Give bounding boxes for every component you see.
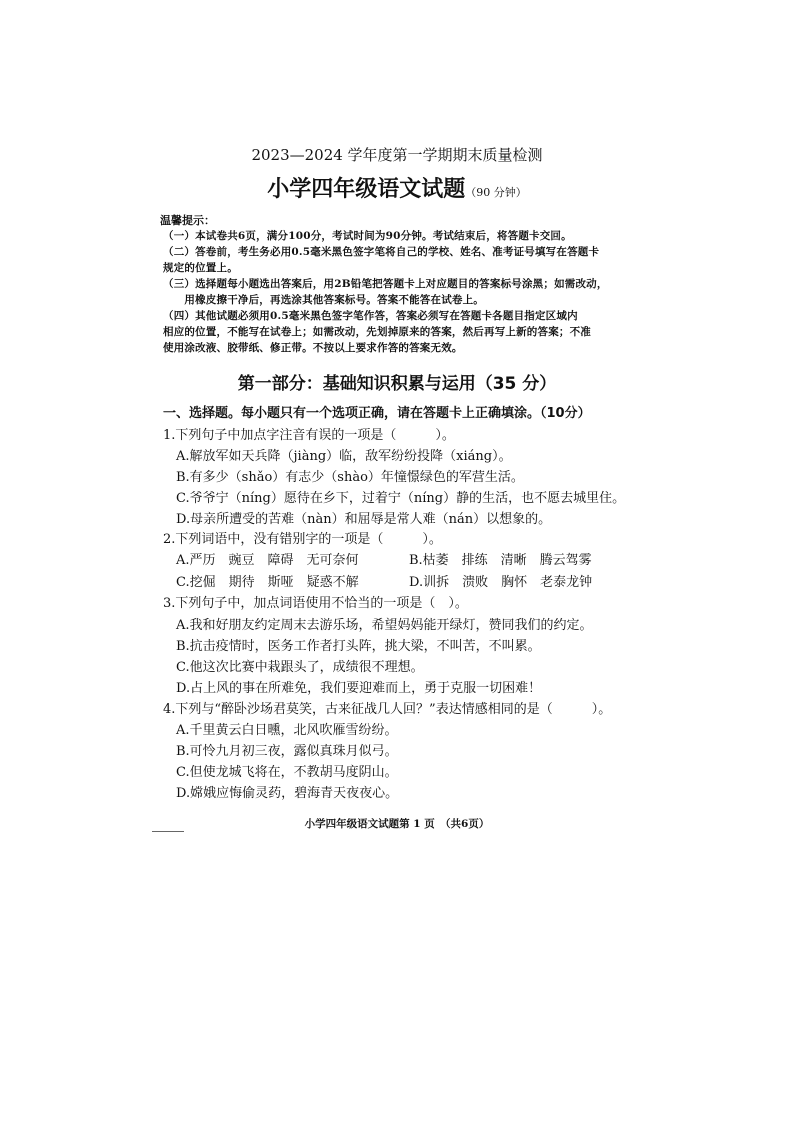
question-option: C.挖倔 期待 斯哑 疑惑不解	[176, 575, 359, 590]
part-title: 第一部分：基础知识积累与运用（35 分）	[237, 374, 557, 394]
question-option: A.解放军如天兵降（jiàng）临，敌军纷纷投降（xiáng）。	[176, 449, 512, 464]
question-stem: 4.下列与“醉卧沙场君莫笑，古来征战几人回？”表达情感相同的是（ ）。	[163, 702, 612, 717]
question-stem: 2.下列词语中，没有错别字的一项是（ ）。	[163, 532, 442, 547]
question-option: C.他这次比赛中栽跟头了，成绩很不理想。	[176, 660, 424, 675]
question-option: A.我和好朋友约定周末去游乐场，希望妈妈能开绿灯，赞同我们的约定。	[176, 618, 593, 633]
notice-line: 用橡皮擦干净后，再选涂其他答案标号。答案不能答在试卷上。	[163, 294, 484, 306]
question-option: A.千里黄云白日曛，北风吹雁雪纷纷。	[176, 723, 398, 738]
question-option: C.但使龙城飞将在，不教胡马度阴山。	[176, 765, 398, 780]
question-option: A.严历 豌豆 障碍 无可奈何	[176, 553, 359, 568]
notice-line: 相应的位置，不能写在试卷上；如需改动，先划掉原来的答案，然后再写上新的答案；不准	[163, 326, 591, 338]
question-option: C.爷爷宁（níng）愿待在乡下，过着宁（níng）静的生活，也不愿去城里住。	[176, 491, 626, 506]
question-option: D.母亲所遭受的苦难（nàn）和屈辱是常人难（nán）以想象的。	[176, 512, 552, 527]
notice-line: （三）选择题每小题选出答案后，用2B铅笔把答题卡上对应题目的答案标号涂黑；如需改动，	[163, 278, 608, 290]
question-stem: 3.下列句子中，加点词语使用不恰当的一项是（ ）。	[163, 596, 468, 611]
notice-heading: 温馨提示：	[160, 214, 215, 227]
question-option: B.抗击疫情时，医务工作者打头阵，挑大梁，不叫苦，不叫累。	[176, 639, 541, 654]
notice-line: 使用涂改液、胶带纸、修正带。不按以上要求作答的答案无效。	[163, 342, 463, 354]
notice-line: （四）其他试题必须用0.5毫米黑色签字笔作答，答案必须写在答题卡各题目指定区域内	[163, 310, 578, 322]
page-footer: 小学四年级语文试题第 1 页 （共6页）	[304, 818, 490, 830]
question-option: D.训拆 溃败 胸怀 老泰龙钟	[409, 575, 593, 590]
question-stem: 1.下列句子中加点字注音有误的一项是（ ）。	[163, 428, 455, 443]
exam-title: 2023—2024 学年度第一学期期末质量检测	[251, 146, 543, 164]
question-option: D.占上风的事在所难免，我们要迎难而上，勇于克服一切困难！	[176, 681, 542, 696]
notice-line: （二）答卷前，考生务必用0.5毫米黑色签字笔将自己的学校、姓名、准考证号填写在答题卡	[163, 246, 600, 258]
subject-title	[0, 172, 794, 203]
subject-title-text: 小学四年级语文试题	[267, 177, 466, 202]
scan-mark-divider	[152, 831, 184, 832]
question-option: B.有多少（shǎo）有志少（shào）年憧憬绿色的军营生活。	[176, 470, 524, 485]
notice-line: 规定的位置上。	[163, 262, 238, 274]
exam-duration: （90 分钟）	[465, 186, 527, 199]
notice-line: （一）本试卷共6页，满分100分，考试时间为90分钟。考试结束后，将答题卡交回。	[163, 230, 572, 242]
section-title: 一、选择题。每小题只有一个选项正确，请在答题卡上正确填涂。（10分）	[163, 406, 591, 421]
question-option: B.枯萎 排练 清晰 腾云驾雾	[409, 553, 592, 568]
question-option: D.嫦娥应悔偷灵药，碧海青天夜夜心。	[176, 786, 399, 801]
question-option: B.可怜九月初三夜，露似真珠月似弓。	[176, 744, 398, 759]
